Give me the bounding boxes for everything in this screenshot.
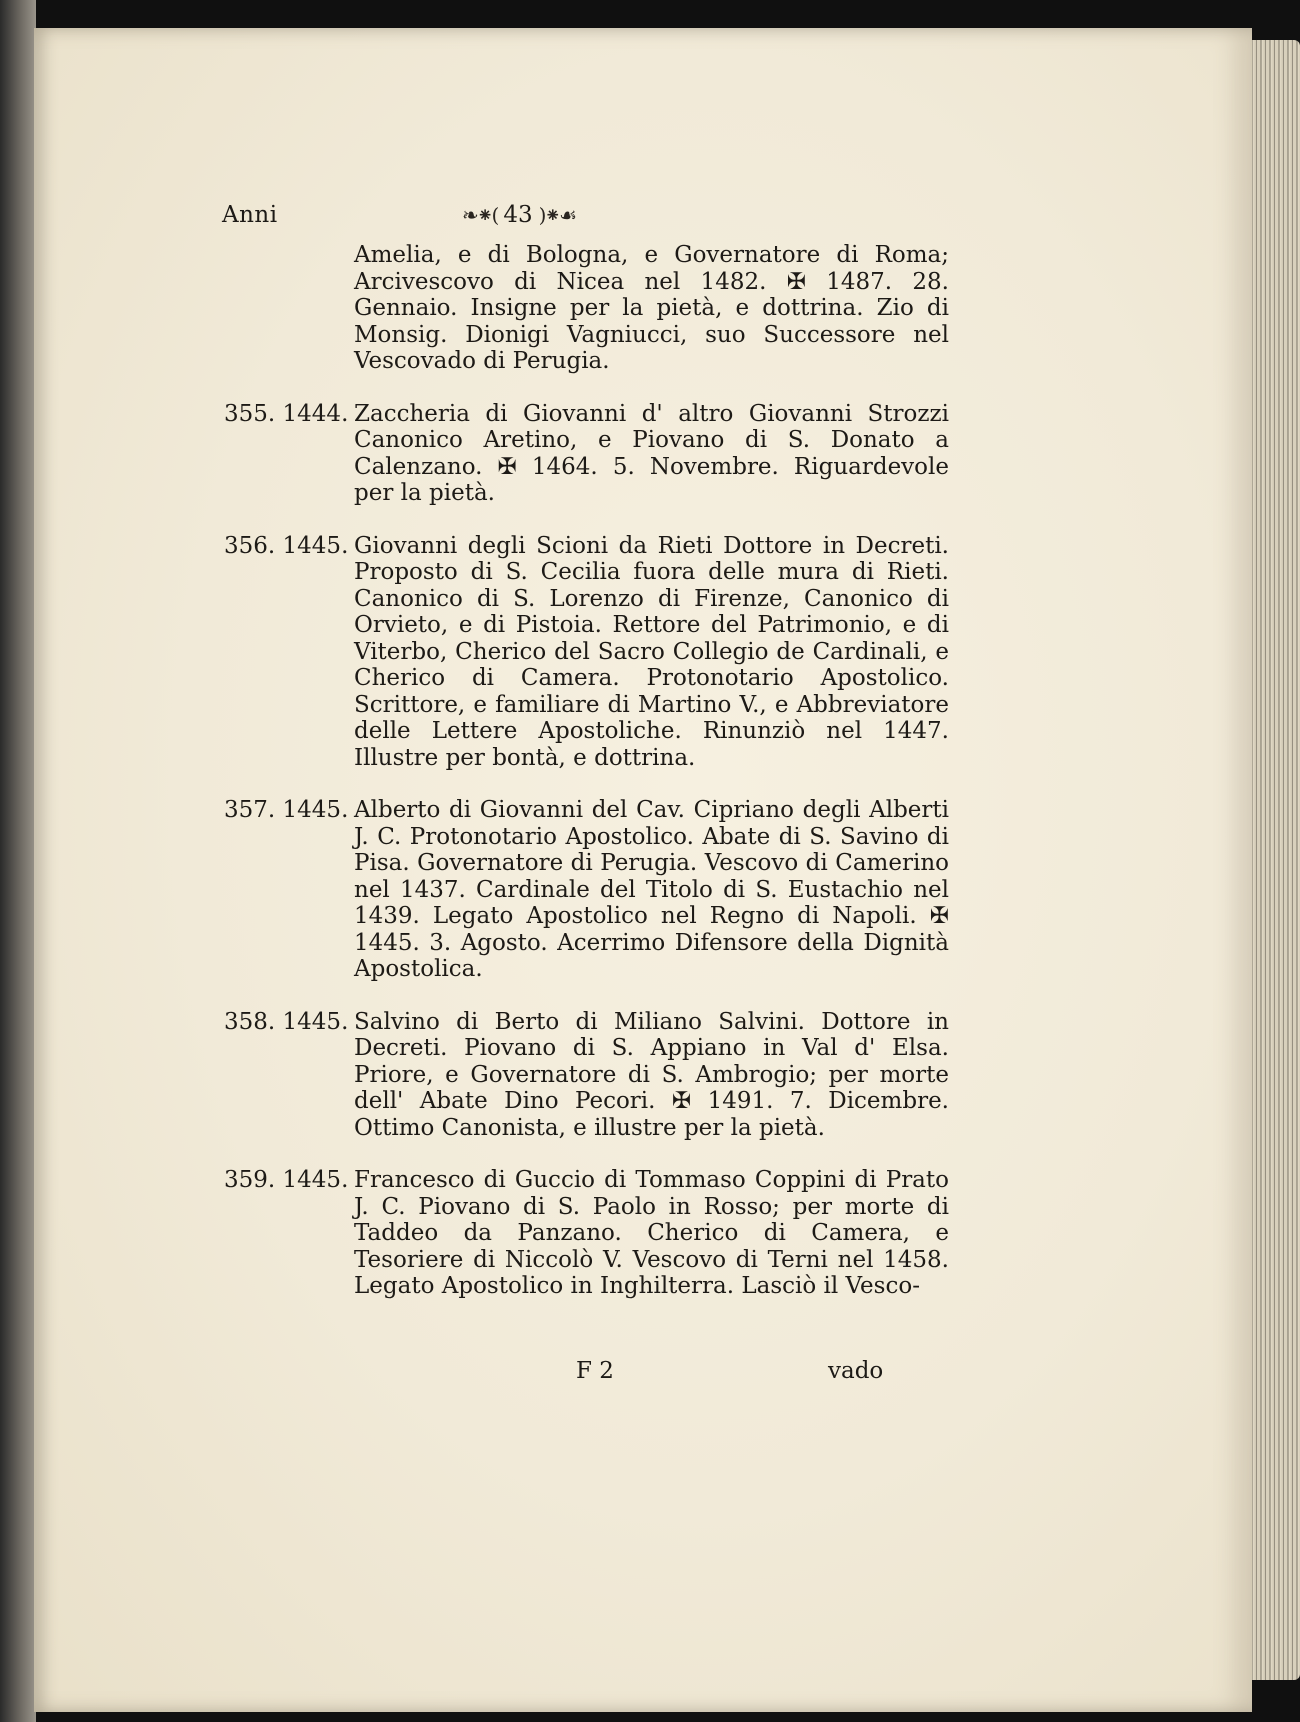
entry-head bbox=[224, 797, 348, 823]
entry-head bbox=[224, 533, 348, 559]
entry-year: 1444. bbox=[282, 400, 349, 427]
entry-356 bbox=[224, 533, 949, 772]
book-page bbox=[34, 28, 1252, 1712]
entry-head bbox=[224, 1009, 348, 1035]
entry-text: Salvino di Berto di Miliano Salvini. Dottore in Decreti. Piovano di S. Appiano in Val d' Elsa. Priore, e Governatore di S. Ambrogio; per morte dell' Abate Dino Pecori. ✠ 1491. 7. Dicembre. Ottimo Canonista, e illustre per la pietà. bbox=[354, 1008, 949, 1141]
entry-number: 359. bbox=[224, 1167, 276, 1193]
entry-number: 358. bbox=[224, 1008, 276, 1035]
page-footer bbox=[34, 1358, 1252, 1388]
entry-head bbox=[224, 1167, 348, 1193]
signature-mark: F 2 bbox=[576, 1358, 614, 1384]
running-head-left: Anni bbox=[222, 202, 278, 228]
page-edges bbox=[1248, 40, 1300, 1680]
catchword: vado bbox=[828, 1358, 884, 1384]
page-number: 43 bbox=[503, 202, 533, 228]
entry-continuation bbox=[224, 242, 949, 375]
entry-text: Giovanni degli Scioni da Rieti Dottore in Decreti. Proposto di S. Cecilia fuora delle mura di Rieti. Canonico di S. Lorenzo di Firenze, Canonico di Orvieto, e di Pistoia. Rettore del Patrimonio, e di Viterbo, Cherico del Sacro Collegio de Cardinali, e Cherico di Camera. Protonotario Apostolico. Scrittore, e familiare di Martino V., e Abbreviatore delle Lettere Apostoliche. Rinunziò nel 1447. Illustre per bontà, e dottrina. bbox=[354, 532, 949, 771]
entry-year: 1445. bbox=[282, 1008, 349, 1035]
entry-text: Alberto di Giovanni del Cav. Cipriano degli Alberti J. C. Protonotario Apostolico. Abate di S. Savino di Pisa. Governatore di Perugia. Vescovo di Camerino nel 1437. Cardinale del Titolo di S. Eustachio nel 1439. Legato Apostolico nel Regno di Napoli. ✠ 1445. 3. Agosto. Acerrimo Difensore della Dignità Apostolica. bbox=[354, 797, 949, 982]
entry-358 bbox=[224, 1009, 949, 1142]
running-head bbox=[34, 202, 1252, 238]
ornament-right-icon: )⁕☙ bbox=[538, 203, 576, 227]
entry-head bbox=[224, 401, 348, 427]
entry-year: 1445. bbox=[282, 797, 349, 823]
entry-355 bbox=[224, 401, 949, 507]
entry-text: Amelia, e di Bologna, e Governatore di Roma; Arcivescovo di Nicea nel 1482. ✠ 1487. 28. Gennaio. Insigne per la pietà, e dottrina. Zio di Monsig. Dionigi Vagniucci, suo Successore nel Vescovado di Perugia. bbox=[354, 242, 949, 374]
folio-line bbox=[462, 202, 575, 228]
entry-number: 357. bbox=[224, 797, 276, 823]
ornament-left-icon: ❧⁕( bbox=[462, 203, 498, 227]
entry-list bbox=[34, 242, 1252, 1300]
entry-text: Francesco di Guccio di Tommaso Coppini di Prato J. C. Piovano di S. Paolo in Rosso; per morte di Taddeo da Panzano. Cherico di Camera, e Tesoriere di Niccolò V. Vescovo di Terni nel 1458. Legato Apostolico in Inghilterra. Lasciò il Vesco- bbox=[354, 1167, 949, 1299]
entry-359 bbox=[224, 1167, 949, 1300]
entry-357 bbox=[224, 797, 949, 983]
entry-year: 1445. bbox=[282, 1167, 349, 1193]
entry-number: 355. bbox=[224, 400, 276, 427]
entry-text: Zaccheria di Giovanni d' altro Giovanni Strozzi Canonico Aretino, e Piovano di S. Donato a Calenzano. ✠ 1464. 5. Novembre. Riguardevole per la pietà. bbox=[354, 400, 949, 506]
book-gutter bbox=[0, 0, 36, 1722]
entry-number: 356. bbox=[224, 532, 276, 559]
entry-year: 1445. bbox=[282, 532, 349, 559]
